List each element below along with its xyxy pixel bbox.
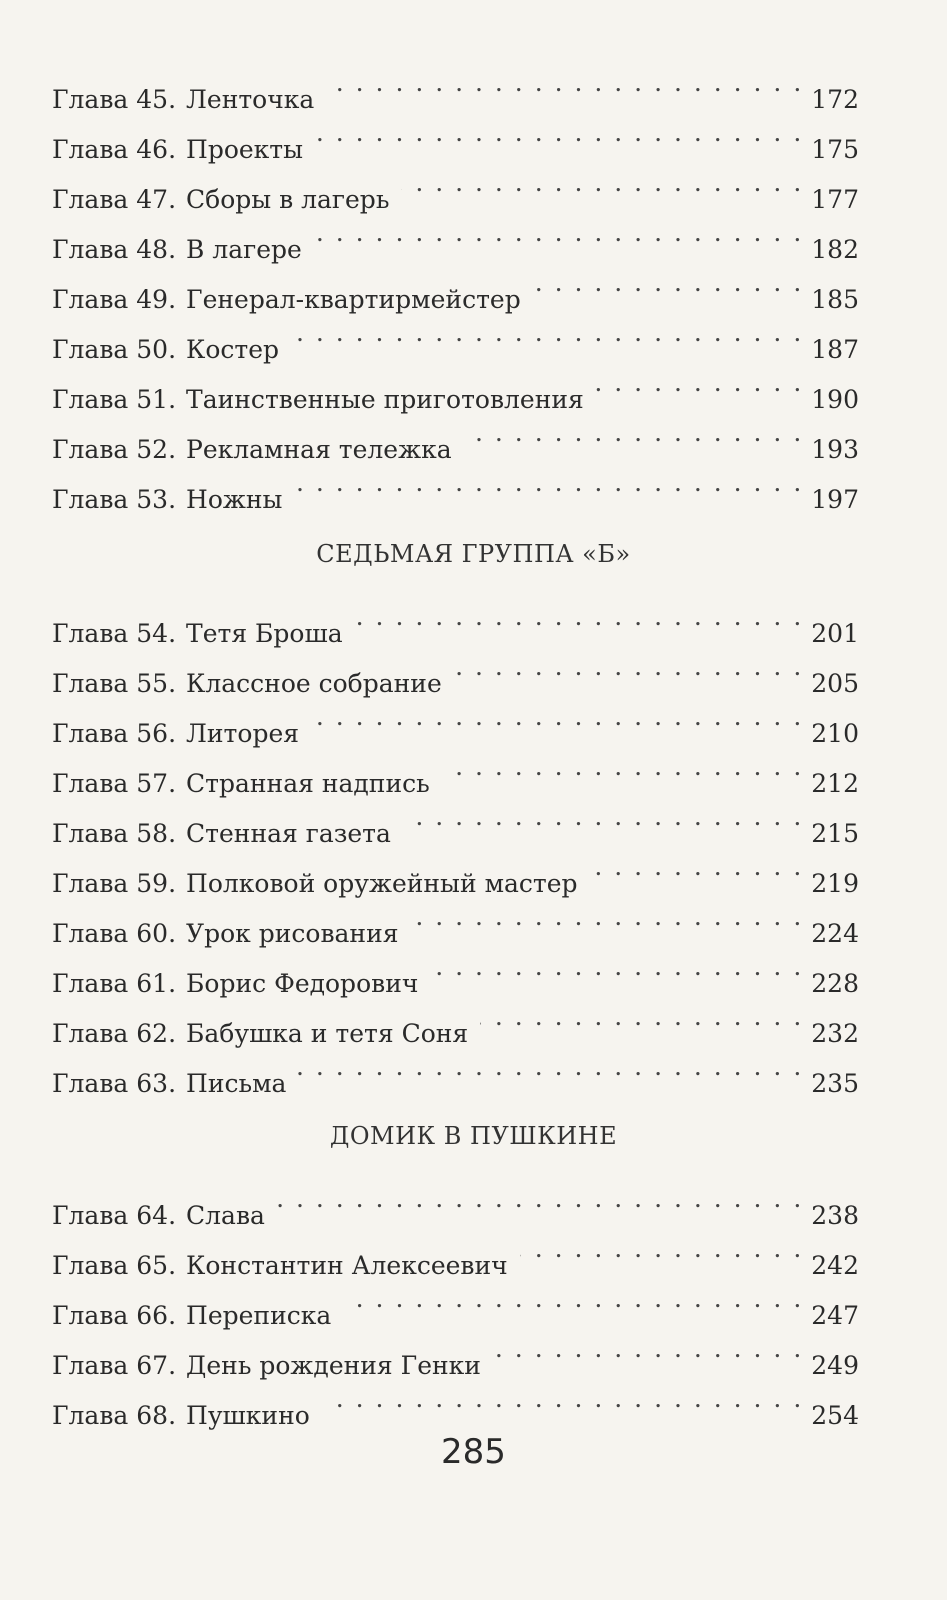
chapter-page-number: 212	[811, 769, 859, 798]
toc-entry	[52, 592, 859, 648]
chapter-page-number: 228	[811, 969, 859, 998]
chapter-number: Глава 56.	[52, 719, 177, 748]
chapter-title: Константин Алексеевич	[186, 1251, 508, 1280]
toc-section-2	[52, 592, 859, 1098]
dot-leader	[590, 842, 804, 892]
dot-leader	[343, 1274, 803, 1324]
chapter-title: Борис Федорович	[186, 969, 419, 998]
dot-leader	[298, 1042, 803, 1092]
chapter-page-number: 175	[811, 135, 859, 164]
dot-leader	[454, 642, 804, 692]
chapter-page-number: 254	[811, 1401, 859, 1430]
chapter-title: Бабушка и тетя Соня	[186, 1019, 469, 1048]
dot-leader	[596, 358, 803, 408]
chapter-number: Глава 63.	[52, 1069, 177, 1098]
dot-leader	[430, 942, 803, 992]
chapter-title: Литорея	[186, 719, 300, 748]
chapter-title: Ленточка	[186, 85, 315, 114]
chapter-title: Переписка	[186, 1301, 332, 1330]
chapter-number: Глава 67.	[52, 1351, 177, 1380]
dot-leader	[401, 158, 803, 208]
toc-entry	[52, 58, 859, 114]
chapter-title: День рождения Генки	[186, 1351, 481, 1380]
chapter-page-number: 247	[811, 1301, 859, 1330]
chapter-page-number: 187	[811, 335, 859, 364]
chapter-number: Глава 65.	[52, 1251, 177, 1280]
dot-leader	[315, 108, 803, 158]
chapter-title: Тетя Броша	[186, 619, 343, 648]
dot-leader	[326, 58, 803, 108]
chapter-title: Письма	[186, 1069, 287, 1098]
chapter-number: Глава 52.	[52, 435, 177, 464]
chapter-page-number: 193	[811, 435, 859, 464]
dot-leader	[442, 742, 804, 792]
toc-entry	[52, 1174, 859, 1230]
chapter-number: Глава 55.	[52, 669, 177, 698]
chapter-page-number: 205	[811, 669, 859, 698]
chapter-number: Глава 45.	[52, 85, 177, 114]
chapter-title: Ножны	[186, 485, 283, 514]
chapter-page-number: 177	[811, 185, 859, 214]
chapter-number: Глава 64.	[52, 1201, 177, 1230]
dot-leader	[493, 1324, 803, 1374]
dot-leader	[520, 1224, 804, 1274]
chapter-page-number: 197	[811, 485, 859, 514]
chapter-number: Глава 62.	[52, 1019, 177, 1048]
chapter-title: Проекты	[186, 135, 304, 164]
chapter-page-number: 215	[811, 819, 859, 848]
dot-leader	[322, 1374, 803, 1424]
chapter-number: Глава 60.	[52, 919, 177, 948]
chapter-page-number: 185	[811, 285, 859, 314]
chapter-page-number: 190	[811, 385, 859, 414]
chapter-page-number: 232	[811, 1019, 859, 1048]
chapter-title: Стенная газета	[186, 819, 391, 848]
chapter-number: Глава 59.	[52, 869, 177, 898]
dot-leader	[480, 992, 803, 1042]
chapter-number: Глава 46.	[52, 135, 177, 164]
chapter-number: Глава 68.	[52, 1401, 177, 1430]
dot-leader	[294, 458, 803, 508]
page-number: 285	[441, 1432, 506, 1472]
chapter-title: Генерал-квартирмейстер	[186, 285, 521, 314]
chapter-page-number: 172	[811, 85, 859, 114]
chapter-page-number: 210	[811, 719, 859, 748]
dot-leader	[403, 792, 803, 842]
chapter-number: Глава 53.	[52, 485, 177, 514]
chapter-number: Глава 49.	[52, 285, 177, 314]
chapter-title: Таинственные приготовления	[186, 385, 584, 414]
chapter-number: Глава 58.	[52, 819, 177, 848]
dot-leader	[277, 1174, 803, 1224]
toc-section-3	[52, 1174, 859, 1430]
dot-leader	[314, 208, 803, 258]
chapter-title: В лагере	[186, 235, 302, 264]
dot-leader	[291, 308, 803, 358]
chapter-page-number: 238	[811, 1201, 859, 1230]
chapter-title: Слава	[186, 1201, 265, 1230]
chapter-title: Пушкино	[186, 1401, 310, 1430]
chapter-title: Костер	[186, 335, 280, 364]
chapter-page-number: 235	[811, 1069, 859, 1098]
chapter-number: Глава 48.	[52, 235, 177, 264]
chapter-number: Глава 66.	[52, 1301, 177, 1330]
section-heading-seventh-group: СЕДЬМАЯ ГРУППА «Б»	[316, 540, 631, 568]
dot-leader	[411, 892, 804, 942]
chapter-title: Странная надпись	[186, 769, 430, 798]
chapter-page-number: 201	[811, 619, 859, 648]
chapter-number: Глава 50.	[52, 335, 177, 364]
chapter-page-number: 242	[811, 1251, 859, 1280]
chapter-number: Глава 54.	[52, 619, 177, 648]
chapter-number: Глава 57.	[52, 769, 177, 798]
chapter-title: Урок рисования	[186, 919, 399, 948]
chapter-number: Глава 47.	[52, 185, 177, 214]
chapter-page-number: 249	[811, 1351, 859, 1380]
dot-leader	[311, 692, 803, 742]
chapter-page-number: 182	[811, 235, 859, 264]
chapter-number: Глава 51.	[52, 385, 177, 414]
dot-leader	[533, 258, 804, 308]
chapter-page-number: 224	[811, 919, 859, 948]
chapter-title: Сборы в лагерь	[186, 185, 390, 214]
dot-leader	[355, 592, 804, 642]
chapter-title: Классное собрание	[186, 669, 442, 698]
chapter-title: Рекламная тележка	[186, 435, 452, 464]
chapter-page-number: 219	[811, 869, 859, 898]
dot-leader	[464, 408, 804, 458]
chapter-title: Полковой оружейный мастер	[186, 869, 578, 898]
toc-section-1	[52, 58, 859, 514]
chapter-number: Глава 61.	[52, 969, 177, 998]
section-heading-house-in-pushkin: ДОМИК В ПУШКИНЕ	[329, 1122, 618, 1150]
